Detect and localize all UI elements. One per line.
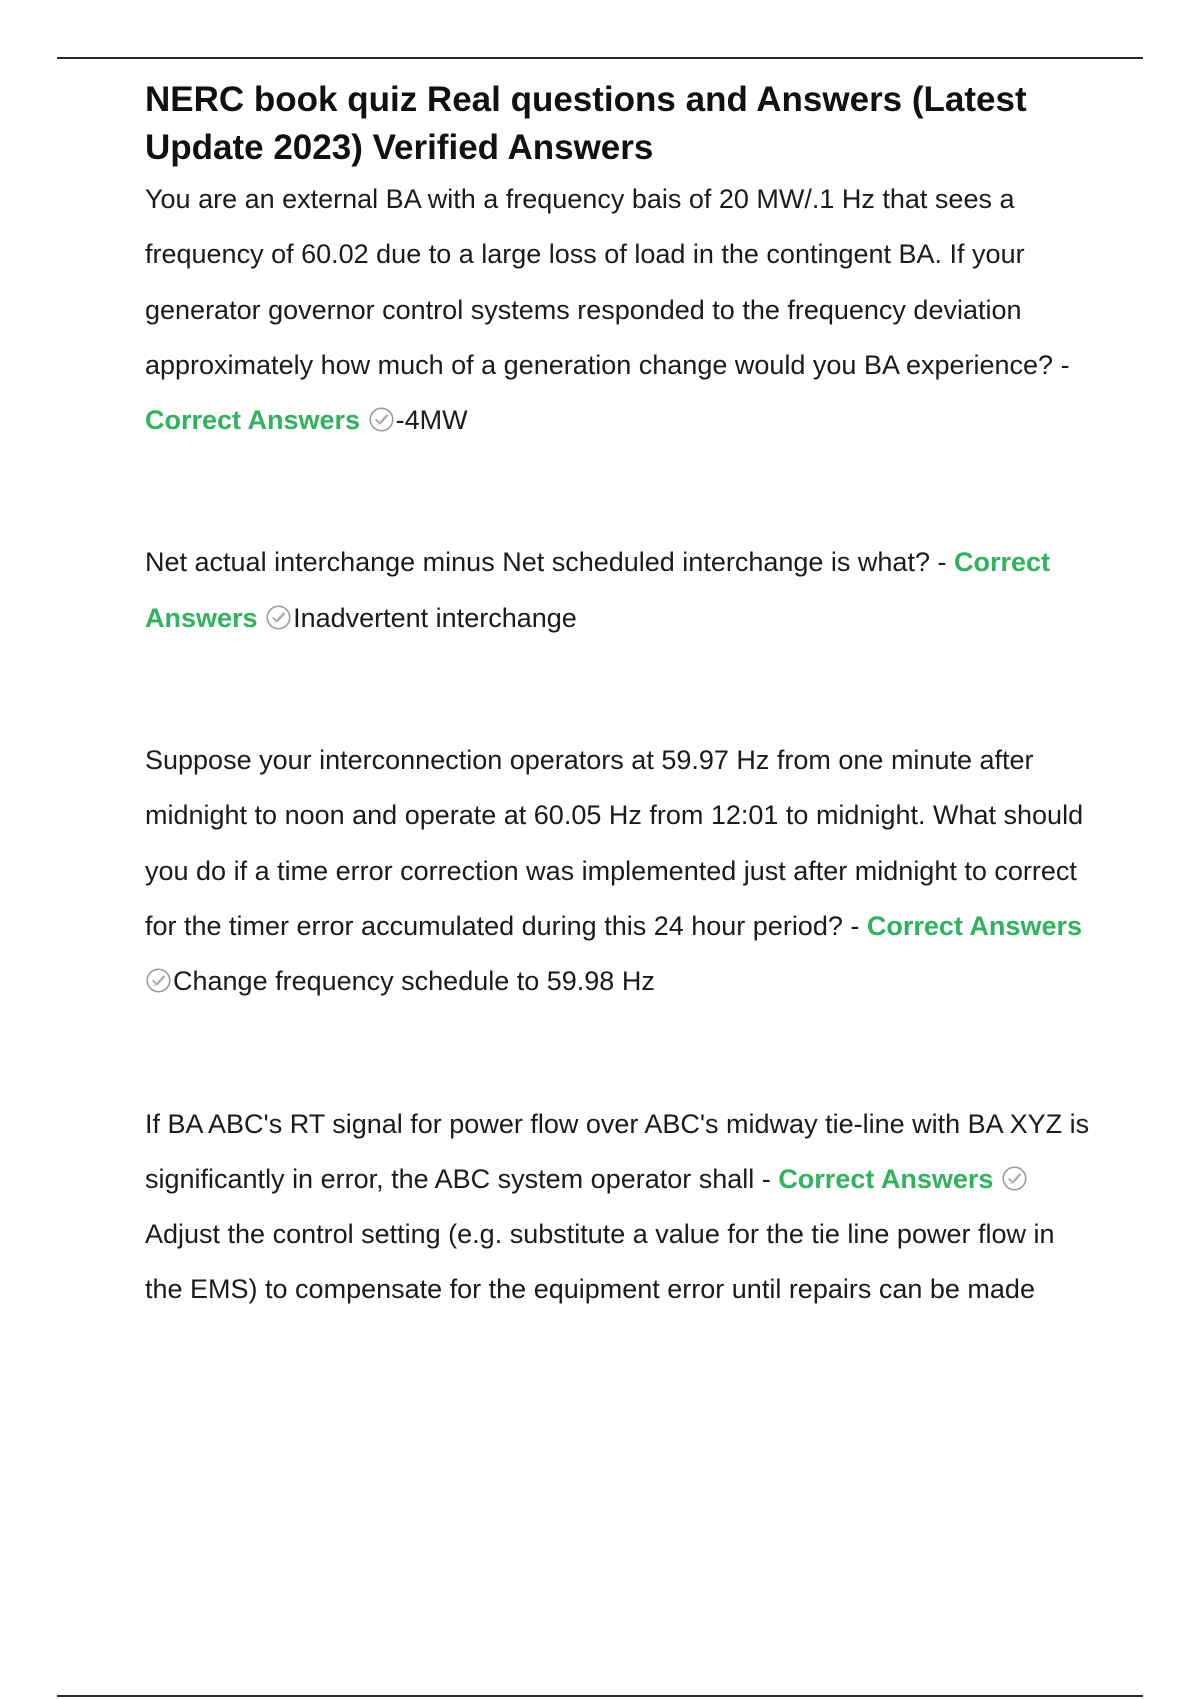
correct-answers-label: Correct Answers [778, 1163, 994, 1194]
check-circle-icon [1001, 1165, 1028, 1192]
answer-text: Adjust the control setting (e.g. substitute a value for the tie line power flow in the EMS) to compensate for the equipment error until repairs can be made [145, 1219, 1055, 1305]
separator: - [850, 910, 860, 941]
check-circle-icon [265, 604, 292, 631]
check-circle-icon [368, 406, 395, 433]
top-rule [57, 57, 1143, 59]
qa-item [145, 733, 1090, 1009]
separator: - [761, 1163, 771, 1194]
check-circle-icon [145, 967, 172, 994]
question-text: Suppose your interconnection operators at 59.97 Hz from one minute after midnight to noon and operate at 60.05 Hz from 12:01 to midnight. What should you do if a time error correction was implemented just after midnight to correct for the timer error accumulated during this 24 hour period? [145, 745, 1084, 941]
correct-answers-label: Correct Answers [145, 547, 1051, 633]
question-text: You are an external BA with a frequency bais of 20 MW/.1 Hz that sees a frequency of 60.02 due to a large loss of load in the contingent BA. If your generator governor control systems responded to the frequency deviation approximately how much of a generation change would you BA experience? [145, 184, 1054, 380]
qa-item [145, 1097, 1090, 1318]
question-text: If BA ABC's RT signal for power flow over ABC's midway tie-line with BA XYZ is significantly in error, the ABC system operator shall [145, 1108, 1090, 1194]
document-page [145, 76, 1090, 1318]
bottom-rule [57, 1695, 1143, 1697]
qa-item [145, 172, 1090, 448]
separator: - [937, 547, 947, 578]
answer-text: Change frequency schedule to 59.98 Hz [173, 966, 655, 997]
separator: - [1060, 349, 1070, 380]
correct-answers-label: Correct Answers [145, 405, 361, 436]
document-title: NERC book quiz Real questions and Answers (Latest Update 2023) Verified Answers [145, 80, 1027, 167]
question-text: Net actual interchange minus Net scheduled interchange is what? [145, 547, 930, 578]
correct-answers-label: Correct Answers [866, 910, 1082, 941]
answer-text: -4MW [395, 405, 468, 436]
answer-text: Inadvertent interchange [293, 602, 577, 633]
qa-item [145, 535, 1090, 646]
